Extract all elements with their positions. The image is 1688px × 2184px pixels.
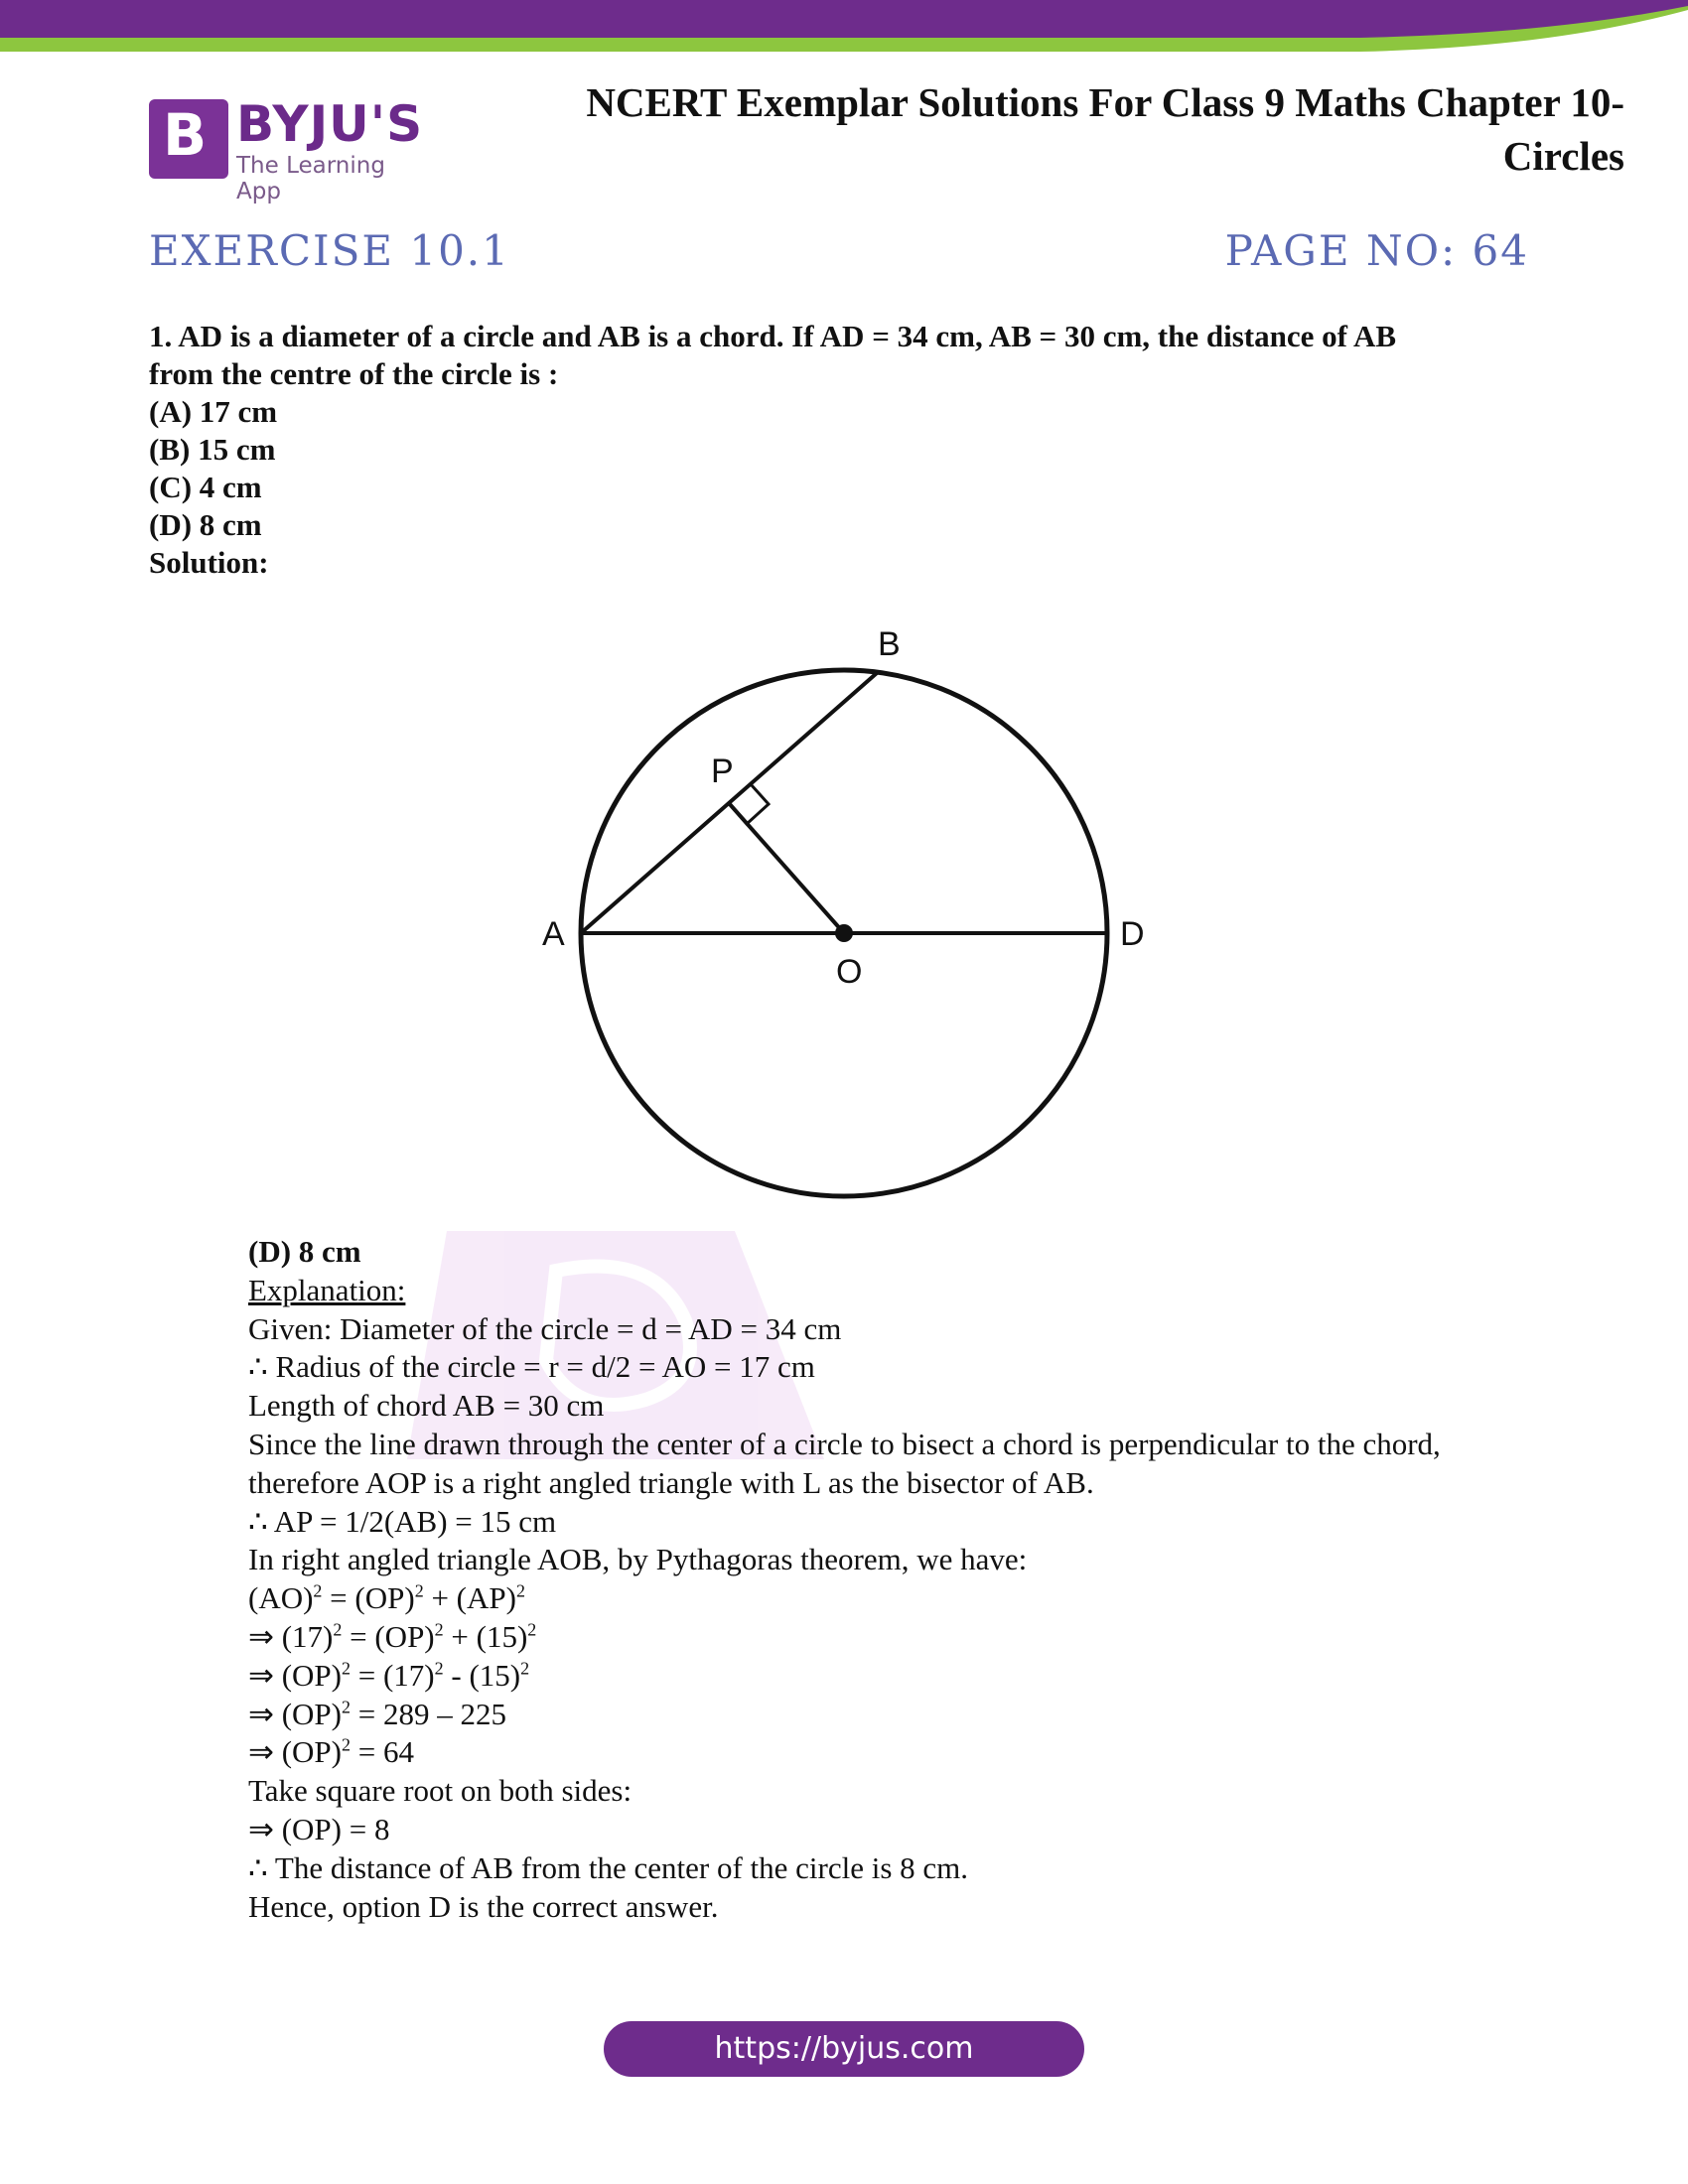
sqrt-line: Take square root on both sides: <box>248 1773 633 1809</box>
top-banner <box>0 0 1688 60</box>
label-b: B <box>878 625 901 663</box>
chord-line: Length of chord AB = 30 cm <box>248 1388 605 1424</box>
solution-label: Solution: <box>149 545 269 580</box>
equation-1: (AO)$^2$ = (OP)$^2$ + (AP)$^2$ <box>248 1580 525 1616</box>
byjus-logo <box>149 95 437 205</box>
title-line-2: Circles <box>1502 133 1624 179</box>
explanation-heading: Explanation: <box>248 1272 406 1307</box>
right-angle-mark <box>729 784 769 824</box>
logo-mark-letter: B <box>163 101 208 169</box>
label-d: D <box>1120 915 1145 953</box>
logo-mark-icon <box>149 99 228 179</box>
option-a: (A) 17 cm <box>149 394 278 429</box>
equation-3: ⇒ $(OP)^2 = (17)^2 - (15)^2$ <box>248 1657 530 1693</box>
exercise-heading: EXERCISE 10.1 <box>149 226 510 275</box>
explanation-block <box>248 1233 1579 1926</box>
footer-url-button[interactable] <box>604 2021 1084 2077</box>
page-number-heading: PAGE NO: 64 <box>1224 226 1529 275</box>
label-p: P <box>711 752 734 790</box>
since-line-2: therefore AOP is a right angled triangle with L as the bisector of AB. <box>248 1464 1094 1500</box>
center-point <box>835 924 853 942</box>
final-answer-line: Hence, option D is the correct answer. <box>248 1888 719 1924</box>
equation-2: ⇒ $(17)^2 = (OP)^2 + (15)^2$ <box>248 1618 537 1654</box>
label-o: O <box>836 953 863 991</box>
given-line: Given: Diameter of the circle = d = AD = 34 cm <box>248 1310 842 1346</box>
equation-4: ⇒ (OP)$^2$ = 289 – 225 <box>248 1696 506 1731</box>
logo-name: BYJU'S <box>236 95 424 153</box>
option-c: (C) 4 cm <box>149 470 262 504</box>
equation-5: ⇒ (OP)$^2$ = 64 <box>248 1734 414 1770</box>
ap-line: ∴ AP = 1/2(AB) = 15 cm <box>248 1503 557 1539</box>
document-title <box>532 75 1624 183</box>
footer-url[interactable]: https://byjus.com <box>714 2031 974 2066</box>
conclusion-line: ∴ The distance of AB from the center of the circle is 8 cm. <box>248 1849 969 1885</box>
result-line: ⇒ (OP) = 8 <box>248 1811 390 1846</box>
pythagoras-intro: In right angled triangle AOB, by Pythagoras theorem, we have: <box>248 1542 1028 1577</box>
question-stem-1: 1. AD is a diameter of a circle and AB is a chord. If AD = 34 cm, AB = 30 cm, the distance of AB <box>149 319 1397 353</box>
label-a: A <box>542 915 565 953</box>
option-b: (B) 15 cm <box>149 432 276 467</box>
radius-line: ∴ Radius of the circle = r = d/2 = AO = 17 cm <box>248 1349 815 1385</box>
circle-diagram <box>516 615 1145 1211</box>
option-d: (D) 8 cm <box>149 507 262 542</box>
question-block <box>149 318 1559 582</box>
answer-line: (D) 8 cm <box>248 1234 361 1269</box>
logo-tagline: The Learning App <box>236 153 385 205</box>
since-line-1: Since the line drawn through the center of a circle to bisect a chord is perpendicular to the chord, <box>248 1426 1441 1461</box>
question-stem-2: from the centre of the circle is : <box>149 356 559 391</box>
title-line-1: NCERT Exemplar Solutions For Class 9 Maths Chapter 10- <box>586 79 1624 125</box>
